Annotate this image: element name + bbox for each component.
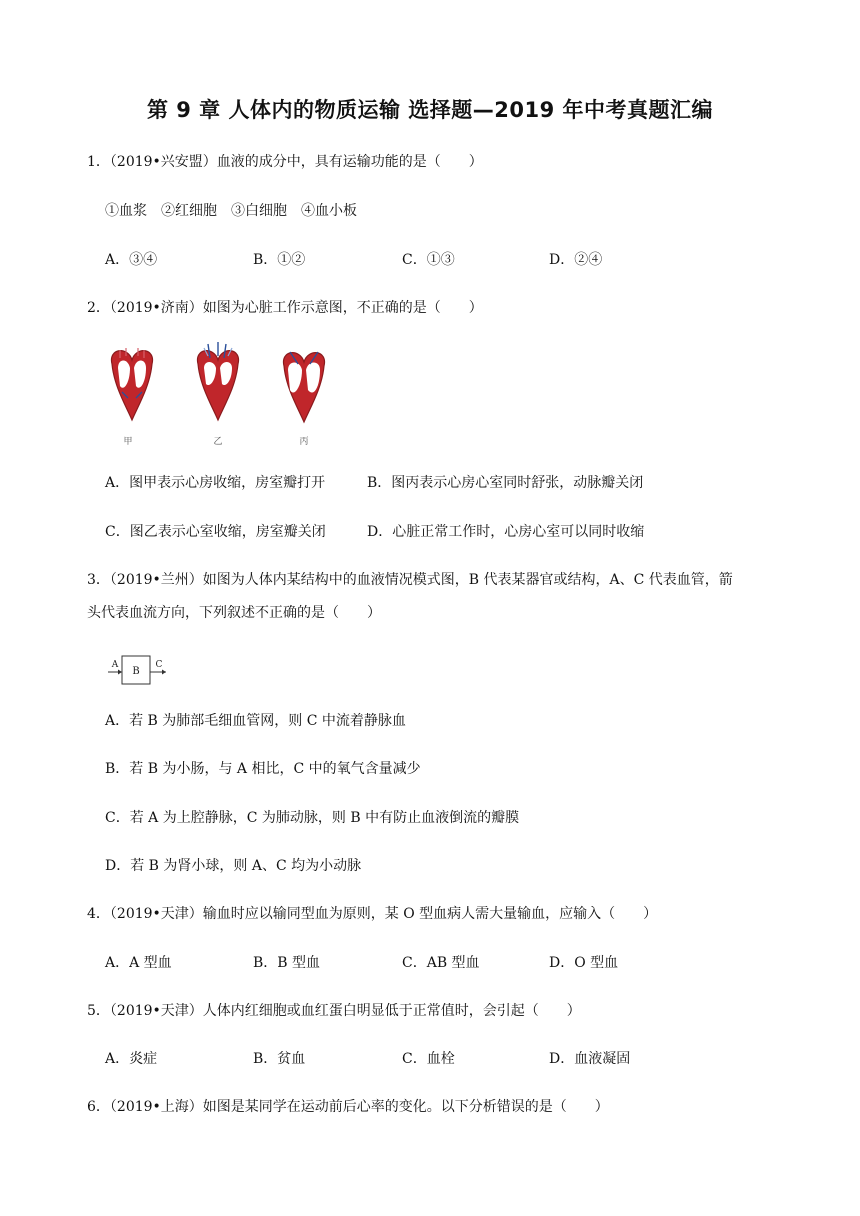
heart-diagram-bing [283, 352, 324, 422]
heart-diagram-jia [111, 348, 152, 420]
question-4-option-c: C．AB 型血 [402, 955, 480, 971]
vessel-c-label: C [155, 660, 163, 670]
question-3-option-c: C．若 A 为上腔静脉，C 为肺动脉，则 B 中有防止血液倒流的瓣膜 [105, 810, 520, 826]
question-6-stem: 6．（2019•上海）如图是某同学在运动前后心率的变化。以下分析错误的是（ ） [87, 1099, 609, 1115]
vessel-a-label: A [111, 660, 119, 670]
page-title: 第 9 章 人体内的物质运输 选择题—2019 年中考真题汇编 [146, 98, 714, 122]
question-1-option-c: C．①③ [402, 252, 455, 268]
question-5-option-a: A．炎症 [105, 1051, 158, 1067]
question-1-option-a: A．③④ [105, 252, 158, 268]
heart-diagram-figure [100, 342, 340, 448]
question-3-stem-line-1: 3．（2019•兰州）如图为人体内某结构中的血液情况模式图，B 代表某器官或结构，A、C 代表血管，箭 [87, 572, 733, 588]
question-3-option-a: A．若 B 为肺部毛细血管网，则 C 中流着静脉血 [105, 713, 406, 729]
question-2-option-d: D．心脏正常工作时，心房心室可以同时收缩 [367, 524, 645, 540]
question-2-option-a: A．图甲表示心房收缩，房室瓣打开 [105, 475, 326, 491]
question-3-option-b: B．若 B 为小肠，与 A 相比，C 中的氧气含量减少 [105, 761, 421, 777]
question-2-stem: 2．（2019•济南）如图为心脏工作示意图，不正确的是（ ） [87, 300, 483, 316]
question-1-option-b: B．①② [253, 252, 306, 268]
heart-label-jia: 甲 [123, 437, 133, 447]
question-5-option-b: B．贫血 [253, 1051, 306, 1067]
question-4-option-d: D．O 型血 [549, 955, 619, 971]
blood-flow-diagram [106, 650, 178, 686]
question-3-stem-line-2: 头代表血流方向，下列叙述不正确的是（ ） [87, 605, 381, 621]
question-1-stem: 1．（2019•兴安盟）血液的成分中，具有运输功能的是（ ） [87, 154, 483, 170]
question-5-stem: 5．（2019•天津）人体内红细胞或血红蛋白明显低于正常值时，会引起（ ） [87, 1003, 581, 1019]
question-5-option-d: D．血液凝固 [549, 1051, 631, 1067]
question-4-option-a: A．A 型血 [105, 955, 172, 971]
heart-label-bing: 丙 [299, 437, 309, 447]
question-1-option-d: D．②④ [549, 252, 603, 268]
structure-b-label: B [132, 666, 140, 677]
question-4-option-b: B．B 型血 [253, 955, 321, 971]
question-4-stem: 4．（2019•天津）输血时应以输同型血为原则，某 O 型血病人需大量输血，应输入（ ） [87, 906, 658, 922]
heart-diagram-yi [197, 342, 238, 420]
question-2-option-c: C．图乙表示心室收缩，房室瓣关闭 [105, 524, 326, 540]
question-5-option-c: C．血栓 [402, 1051, 455, 1067]
question-3-option-d: D．若 B 为肾小球，则 A、C 均为小动脉 [105, 858, 362, 874]
question-1-items: ①血浆 ②红细胞 ③白细胞 ④血小板 [105, 203, 357, 219]
question-2-option-b: B．图丙表示心房心室同时舒张，动脉瓣关闭 [367, 475, 644, 491]
heart-label-yi: 乙 [213, 437, 223, 447]
